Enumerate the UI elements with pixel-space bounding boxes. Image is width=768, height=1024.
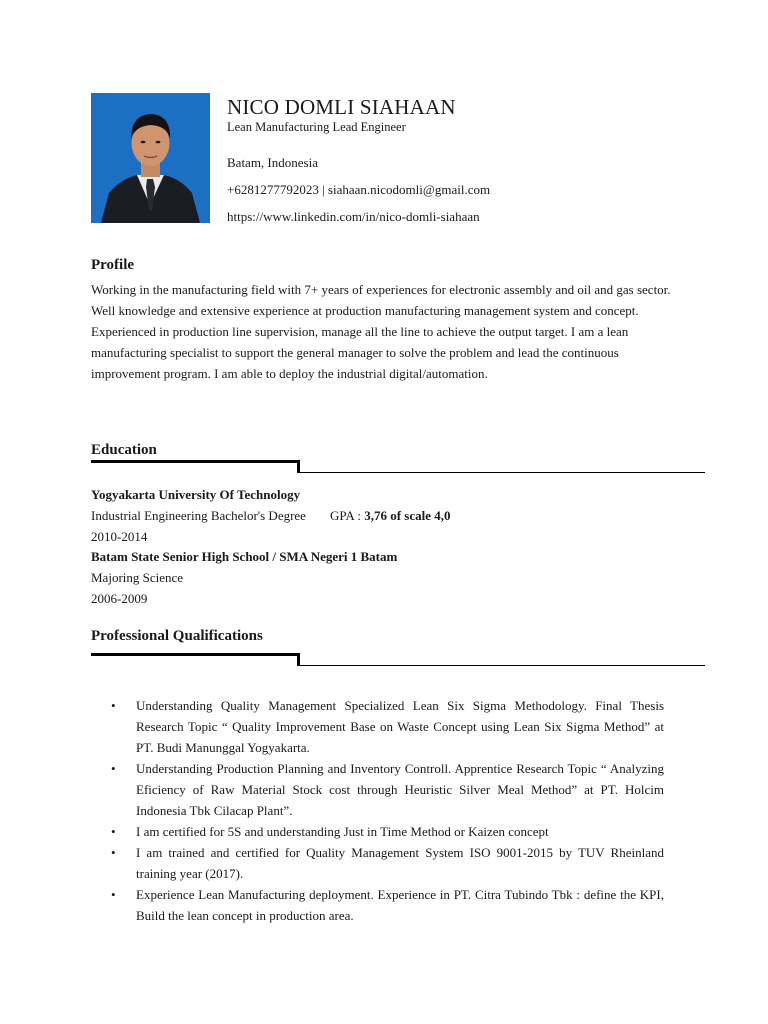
study-years: 2010-2014 (91, 528, 148, 544)
profile-heading: Profile (91, 257, 135, 273)
school-name: Batam State Senior High School / SMA Negeri 1 Batam (91, 549, 398, 565)
section-divider (91, 653, 705, 667)
gpa-label: GPA : (329, 507, 365, 523)
bullet-icon: • (111, 761, 116, 776)
phone-email: +6281277792023 | siahaan.nicodomli@gmail.com (227, 182, 491, 197)
candidate-name: NICO DOMLI SIAHAAN (227, 95, 456, 119)
list-item: • I am certified for 5S and understanding Just in Time Method or Kaizen concept (136, 821, 664, 842)
list-item: • Experience Lean Manufacturing deployment. Experience in PT. Citra Tubindo Tbk : define the KPI, Build the lean concept in production area. (136, 884, 664, 926)
resume-header (227, 94, 490, 230)
qualifications-heading: Professional Qualifications (91, 628, 263, 644)
education-list (91, 485, 450, 610)
degree-line (91, 506, 450, 527)
study-years: 2006-2009 (91, 590, 148, 606)
education-heading: Education (91, 442, 157, 458)
bullet-icon: • (111, 887, 116, 902)
list-item: • I am trained and certified for Quality Management System ISO 9001-2015 by TUV Rheinland training year (2017). (136, 842, 664, 884)
gpa-value: 3,76 of scale 4,0 (364, 507, 451, 523)
bullet-icon: • (111, 845, 116, 860)
qualifications-list (91, 695, 664, 926)
location: Batam, Indonesia (227, 155, 318, 170)
school-name: Yogyakarta University Of Technology (91, 487, 301, 502)
linkedin-url: https://www.linkedin.com/in/nico-domli-siahaan (227, 209, 480, 224)
degree-program: Industrial Engineering Bachelor's Degree (91, 507, 306, 523)
portrait-image (91, 93, 210, 223)
profile-photo (91, 93, 210, 223)
job-title: Lean Manufacturing Lead Engineer (227, 120, 406, 134)
bullet-icon: • (111, 698, 116, 713)
bullet-icon: • (111, 824, 116, 839)
list-item: • Understanding Production Planning and Inventory Controll. Apprentice Research Topic “ Analyzing Eficiency of Raw Material Stock cost through Heuristic Silver Meal Method” at PT. Holcim Indonesia Tbk Cilacap Plant”. (136, 758, 664, 821)
list-item: • Understanding Quality Management Specialized Lean Six Sigma Methodology. Final Thesis Research Topic “ Quality Improvement Base on Waste Concept using Lean Six Sigma Method” at PT. Budi Manunggal Yogyakarta. (136, 695, 664, 758)
degree-program: Majoring Science (91, 570, 184, 586)
section-divider (91, 460, 705, 474)
profile-text: Working in the manufacturing field with 7+ years of experiences for electronic assembly and oil and gas sector. Well knowledge and extensive experience at production manufacturing management system and concept. Experienced in production line supervision, manage all the line to achieve the output target. I am a lean manufacturing specialist to support the general manager to solve the problem and lead the continuous improvement program. I am able to deploy the industrial digital/automation. (91, 282, 671, 381)
